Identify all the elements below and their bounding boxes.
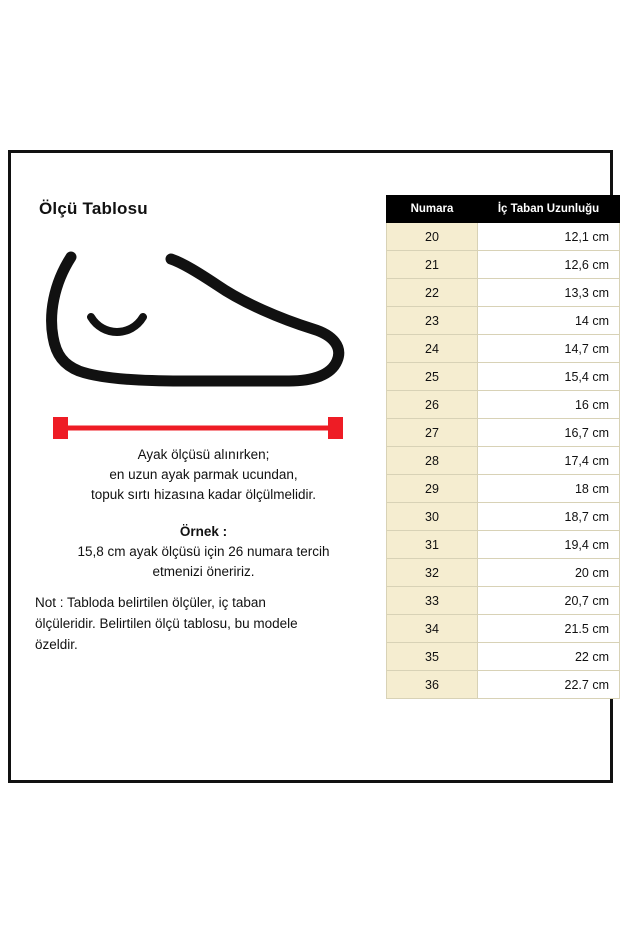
- cell-size-number: 36: [387, 671, 478, 699]
- page-title: Ölçü Tablosu: [39, 199, 148, 218]
- note-line-3: özeldir.: [35, 637, 78, 652]
- table-row: [387, 587, 620, 615]
- info-column: [25, 177, 380, 762]
- cell-insole-length: 14,7 cm: [478, 335, 620, 363]
- cell-size-number: 33: [387, 587, 478, 615]
- cell-insole-length: 12,1 cm: [478, 223, 620, 251]
- cell-size-number: 26: [387, 391, 478, 419]
- example-line-1: 15,8 cm ayak ölçüsü için 26 numara tercih: [77, 544, 330, 559]
- cell-size-number: 28: [387, 447, 478, 475]
- table-header-row: [387, 196, 620, 223]
- cell-insole-length: 12,6 cm: [478, 251, 620, 279]
- size-table: [386, 195, 620, 699]
- cell-insole-length: 18,7 cm: [478, 503, 620, 531]
- table-row: [387, 335, 620, 363]
- note-block: [35, 592, 380, 655]
- caption-line-2: en uzun ayak parmak ucundan,: [109, 467, 298, 482]
- cell-insole-length: 17,4 cm: [478, 447, 620, 475]
- cell-insole-length: 19,4 cm: [478, 531, 620, 559]
- table-row: [387, 615, 620, 643]
- cell-size-number: 25: [387, 363, 478, 391]
- cell-insole-length: 16,7 cm: [478, 419, 620, 447]
- cell-size-number: 24: [387, 335, 478, 363]
- table-row: [387, 503, 620, 531]
- table-row: [387, 671, 620, 699]
- table-row: [387, 559, 620, 587]
- column-header-number: Numara: [387, 196, 478, 223]
- cell-insole-length: 22 cm: [478, 643, 620, 671]
- cell-size-number: 21: [387, 251, 478, 279]
- table-row: [387, 475, 620, 503]
- example-block: [31, 522, 376, 582]
- table-row: [387, 391, 620, 419]
- cell-size-number: 32: [387, 559, 478, 587]
- size-table-wrapper: [386, 195, 609, 699]
- example-line-2: etmenizi öneririz.: [152, 564, 255, 579]
- foot-side-outline: [31, 237, 376, 422]
- cell-size-number: 27: [387, 419, 478, 447]
- caption-line-1: Ayak ölçüsü alınırken;: [137, 447, 270, 462]
- cell-size-number: 29: [387, 475, 478, 503]
- table-row: [387, 307, 620, 335]
- cell-size-number: 34: [387, 615, 478, 643]
- caption-line-3: topuk sırtı hizasına kadar ölçülmelidir.: [90, 487, 317, 502]
- cell-size-number: 31: [387, 531, 478, 559]
- table-row: [387, 447, 620, 475]
- example-title: Örnek :: [179, 524, 228, 539]
- table-row: [387, 643, 620, 671]
- table-row: [387, 419, 620, 447]
- size-chart-card: [8, 150, 613, 783]
- cell-insole-length: 20 cm: [478, 559, 620, 587]
- table-row: [387, 363, 620, 391]
- note-line-2: ölçüleridir. Belirtilen ölçü tablosu, bu modele: [35, 616, 298, 631]
- cell-size-number: 22: [387, 279, 478, 307]
- cell-insole-length: 22.7 cm: [478, 671, 620, 699]
- table-row: [387, 279, 620, 307]
- measure-arrow: [53, 417, 343, 439]
- cell-insole-length: 13,3 cm: [478, 279, 620, 307]
- column-header-insole-length: İç Taban Uzunluğu: [478, 196, 620, 223]
- cell-size-number: 23: [387, 307, 478, 335]
- cell-insole-length: 15,4 cm: [478, 363, 620, 391]
- cell-size-number: 20: [387, 223, 478, 251]
- cell-insole-length: 20,7 cm: [478, 587, 620, 615]
- table-row: [387, 223, 620, 251]
- cell-insole-length: 16 cm: [478, 391, 620, 419]
- cell-size-number: 30: [387, 503, 478, 531]
- cell-size-number: 35: [387, 643, 478, 671]
- measure-caption: [31, 445, 376, 505]
- table-body: [387, 223, 620, 699]
- table-row: [387, 531, 620, 559]
- cell-insole-length: 14 cm: [478, 307, 620, 335]
- cell-insole-length: 18 cm: [478, 475, 620, 503]
- cell-insole-length: 21.5 cm: [478, 615, 620, 643]
- note-line-1: Not : Tabloda belirtilen ölçüler, iç taban: [35, 595, 266, 610]
- table-row: [387, 251, 620, 279]
